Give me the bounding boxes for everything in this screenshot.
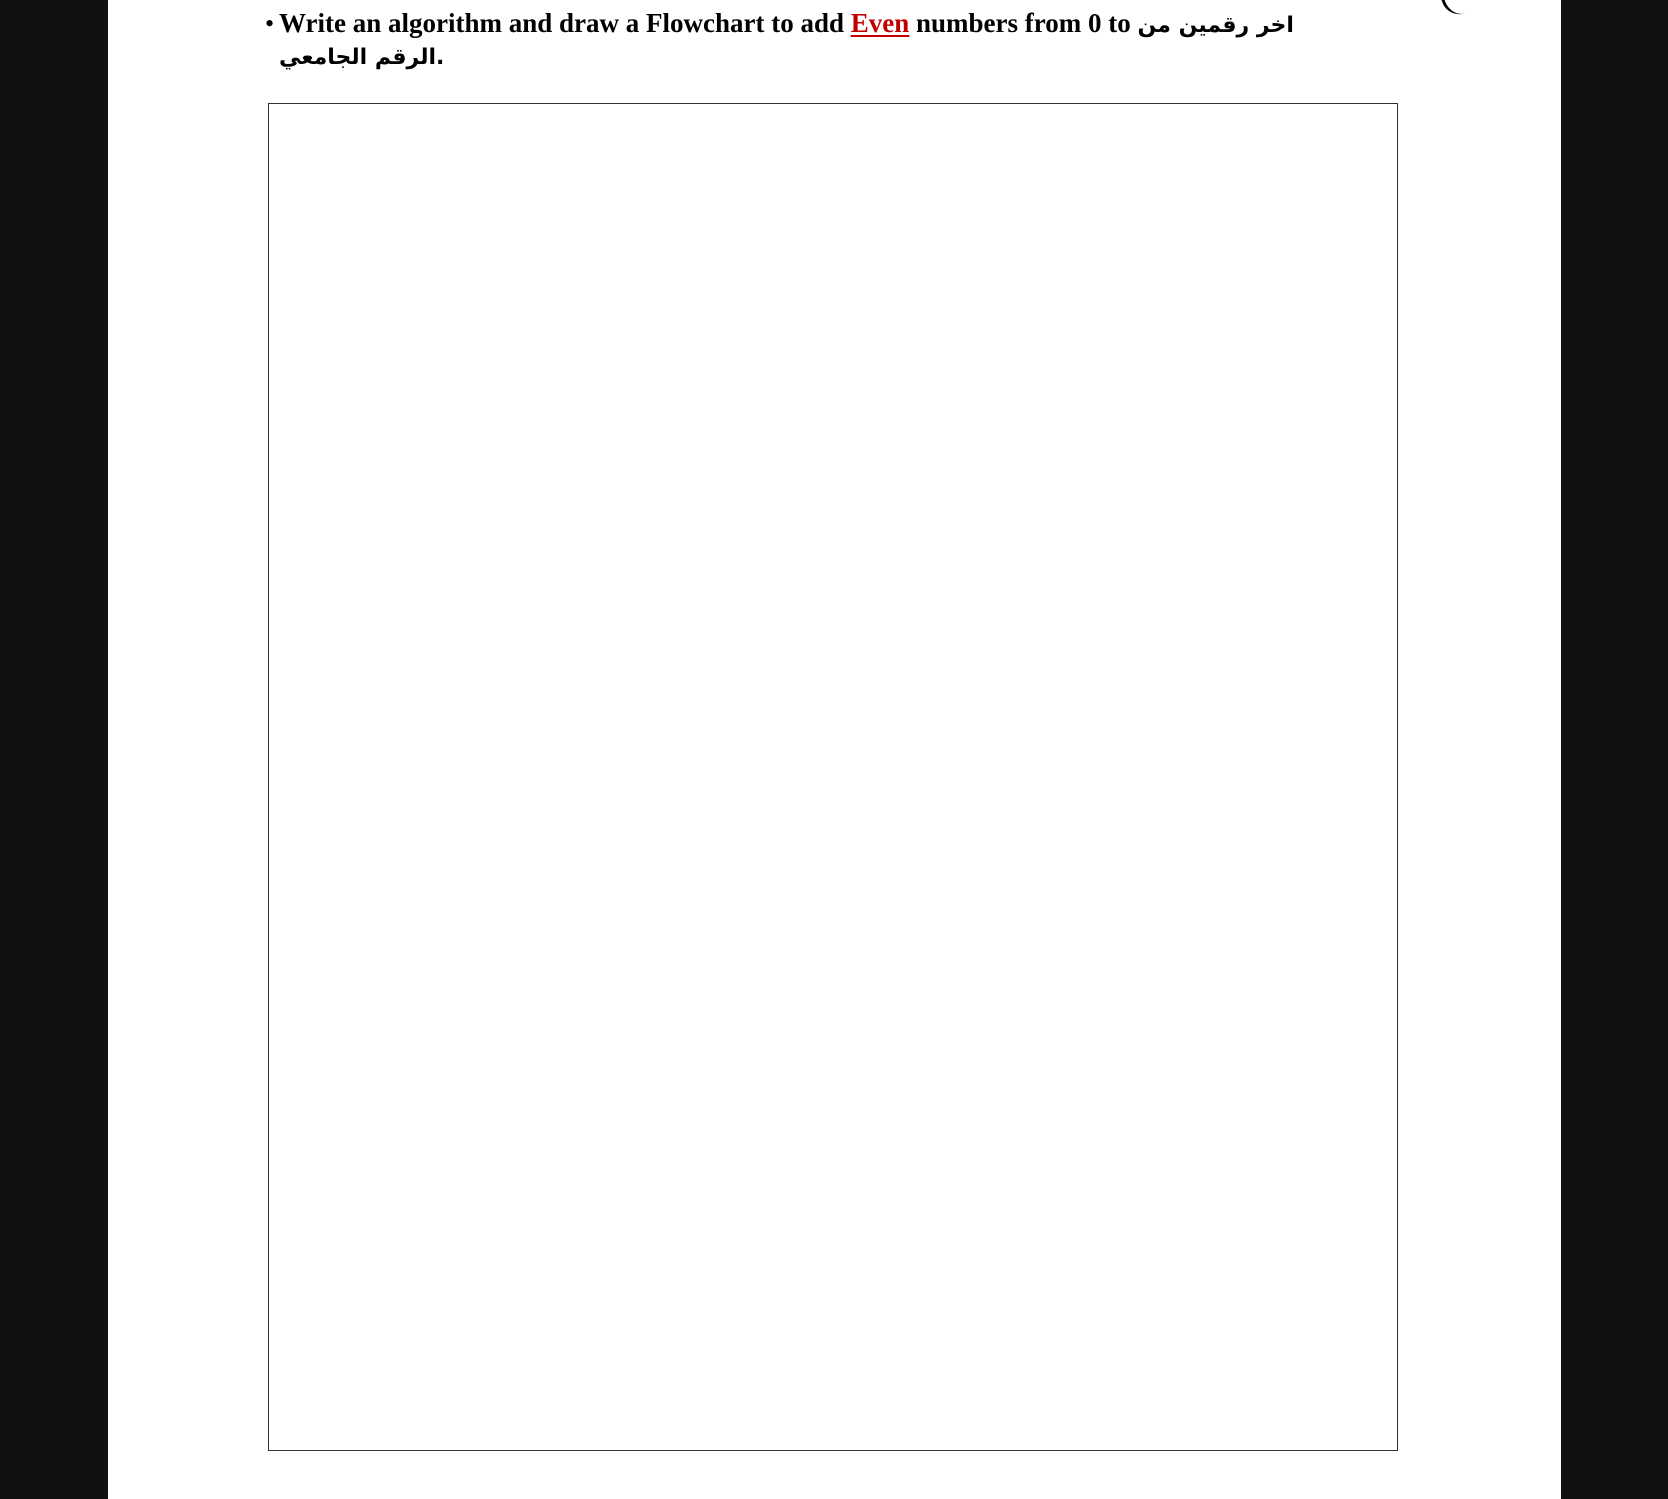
document-page: [108, 0, 1561, 1499]
even-keyword: Even: [850, 8, 910, 38]
arabic-text-line-2: .الرقم الجامعي: [279, 45, 445, 70]
arabic-text-line-1: اخر رقمين من: [1137, 13, 1294, 38]
question-text-start: Write an algorithm and draw a Flowchart to add: [279, 8, 851, 38]
bullet-icon: •: [265, 9, 275, 38]
question-line-1: [279, 8, 1294, 41]
question-line-2: [279, 40, 444, 73]
question-text-middle: numbers from 0 to: [909, 8, 1138, 38]
answer-box[interactable]: [268, 103, 1398, 1451]
handwritten-mark: [1441, 0, 1470, 19]
